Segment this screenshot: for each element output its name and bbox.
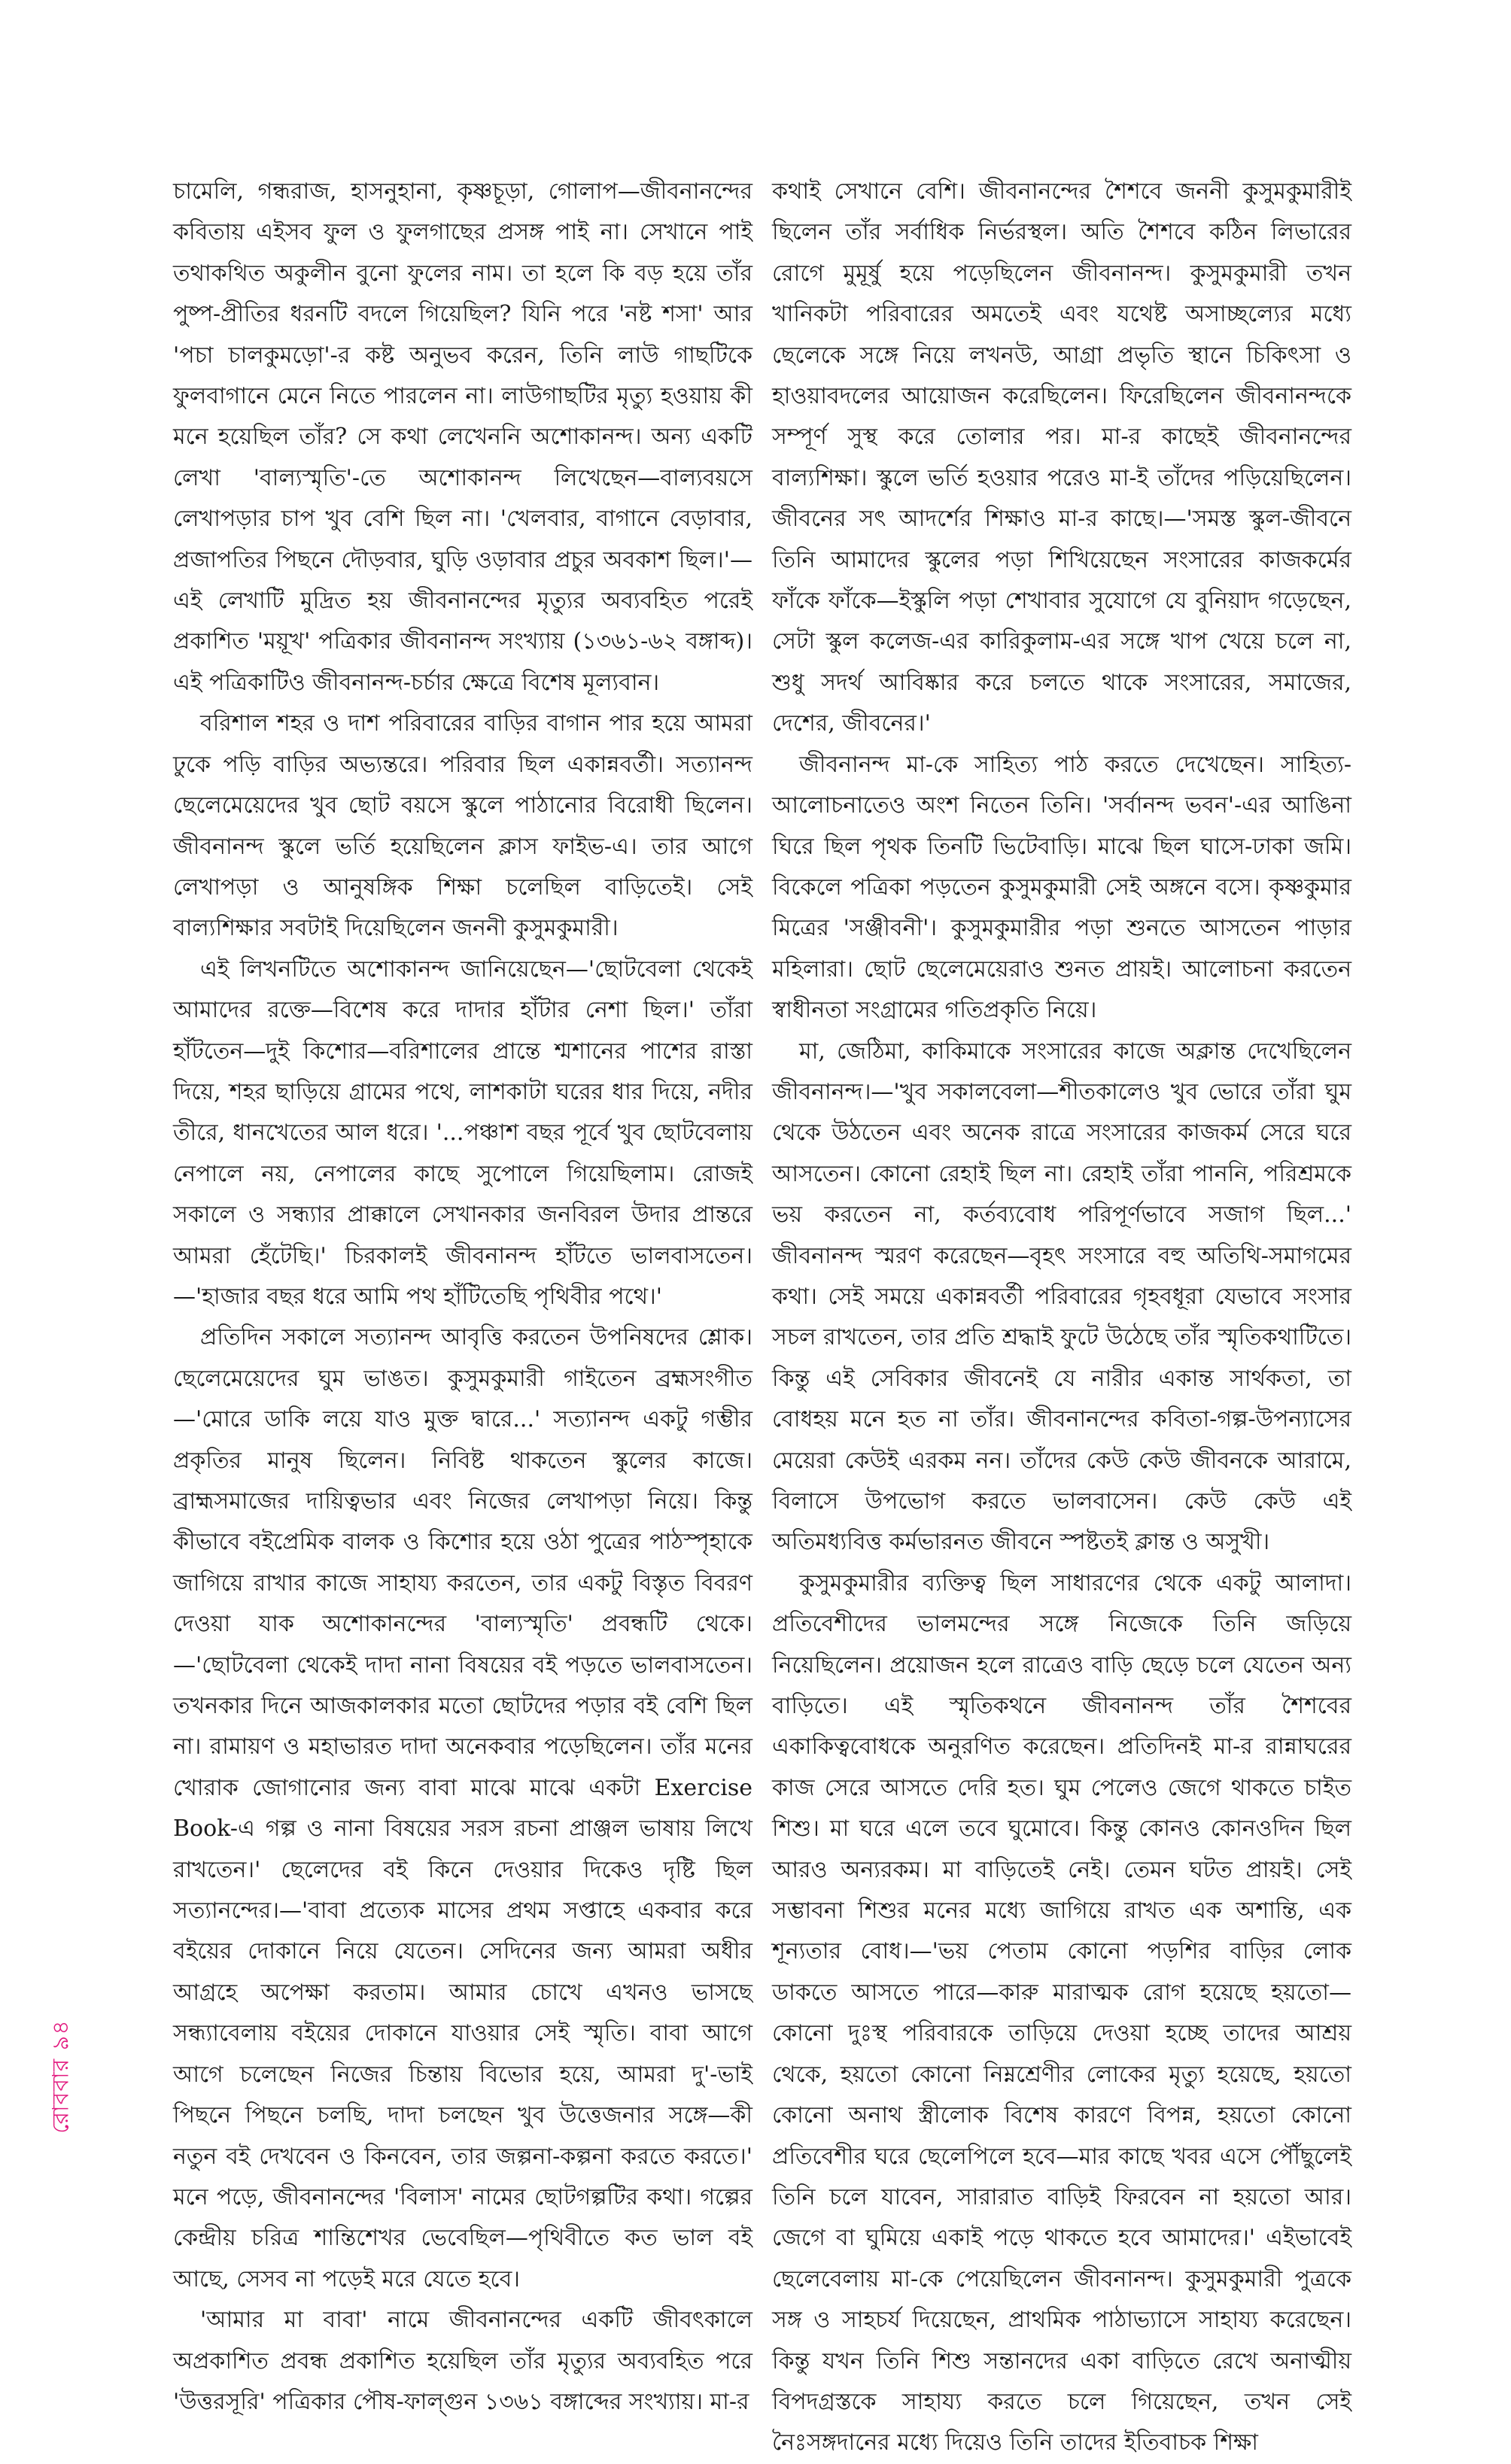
- left-paragraph-5: 'আমার মা বাবা' নামে জীবনানন্দের একটি জীবৎকালে অপ্রকাশিত প্রবন্ধ প্রকাশিত হয়েছিল তাঁর মৃত্যুর অব্যবহিত পরে 'উত্তরসূরি' পত্রিকার পৌষ-ফাল্গুন ১৩৬১ বঙ্গাব্দের সংখ্যায়। মা-র: [173, 2307, 752, 2415]
- right-paragraph-1: কথাই সেখানে বেশি। জীবনানন্দের শৈশবে জননী কুসুমকুমারীই ছিলেন তাঁর সর্বাধিক নির্ভরস্থল। অতি শৈশবে কঠিন লিভারের রোগে মুমূর্ষু হয়ে পড়েছিলেন জীবনানন্দ। কুসুমকুমারী তখন খানিকটা পরিবারের অমতেই এবং যথেষ্ট অসাচ্ছল্যের মধ্যে ছেলেকে সঙ্গে নিয়ে লখনউ, আগ্রা প্রভৃতি স্থানে চিকিৎসা ও হাওয়াবদলের আয়োজন করেছিলেন। ফিরেছিলেন জীবনানন্দকে সম্পূর্ণ সুস্থ করে তোলার পর। মা-র কাছেই জীবনানন্দের বাল্যশিক্ষা। স্কুলে ভর্তি হওয়ার পরেও মা-ই তাঁদের পড়িয়েছিলেন। জীবনের সৎ আদর্শের শিক্ষাও মা-র কাছে।—'সমস্ত স্কুল-জীবনে তিনি আমাদের স্কুলের পড়া শিখিয়েছেন সংসারের কাজকর্মের ফাঁকে ফাঁকে—ইস্কুলি পড়া শেখাবার সুযোগে যে বুনিয়াদ গড়েছেন, সেটা স্কুল কলেজ-এর কারিকুলাম-এর সঙ্গে খাপ খেয়ে চলে না, শুধু সদর্থ আবিষ্কার করে চলতে থাকে সংসারের, সমাজের, দেশের, জীবনের।': [772, 178, 1351, 737]
- right-paragraph-3: মা, জেঠিমা, কাকিমাকে সংসারের কাজে অক্লান্ত দেখেছিলেন জীবনানন্দ।—'খুব সকালবেলা—শীতকালেও খুব ভোরে তাঁরা ঘুম থেকে উঠতেন এবং অনেক রাত্রে সংসারের কাজকর্ম সেরে ঘরে আসতেন। কোনো রেহাই ছিল না। রেহাই তাঁরা পাননি, পরিশ্রমকে ভয় করতেন না, কর্তব্যবোধ পরিপূর্ণভাবে সজাগ ছিল...' জীবনানন্দ স্মরণ করেছেন—বৃহৎ সংসারে বহু অতিথি-সমাগমের কথা। সেই সময়ে একান্নবর্তী পরিবারের গৃহবধূরা যেভাবে সংসার সচল রাখতেন, তার প্রতি শ্রদ্ধাই ফুটে উঠেছে তাঁর স্মৃতিকথাটিতে। কিন্তু এই সেবিকার জীবনেই যে নারীর একান্ত সার্থকতা, তা বোধহয় মনে হত না তাঁর। জীবনানন্দের কবিতা-গল্প-উপন্যাসের মেয়েরা কেউই এরকম নন। তাঁদের কেউ কেউ জীবনকে আরামে, বিলাসে উপভোগ করতে ভালবাসেন। কেউ কেউ এই অতিমধ্যবিত্ত কর্মভারনত জীবনে স্পষ্টতই ক্লান্ত ও অসুখী।: [772, 1038, 1351, 1556]
- left-paragraph-3: এই লিখনটিতে অশোকানন্দ জানিয়েছেন—'ছোটবেলা থেকেই আমাদের রক্তে—বিশেষ করে দাদার হাঁটার নেশা ছিল।' তাঁরা হাঁটতেন—দুই কিশোর—বরিশালের প্রান্তে শ্মশানের পাশের রাস্তা দিয়ে, শহর ছাড়িয়ে গ্রামের পথে, লাশকাটা ঘরের ধার দিয়ে, নদীর তীরে, ধানখেতের আল ধরে। '...পঞ্চাশ বছর পূর্বে খুব ছোটবেলায় নেপালে নয়, নেপালের কাছে সুপোলে গিয়েছিলাম। রোজই সকালে ও সন্ধ্যার প্রাক্কালে সেখানকার জনবিরল উদার প্রান্তরে আমরা হেঁটেছি।' চিরকালই জীবনানন্দ হাঁটতে ভালবাসতেন।—'হাজার বছর ধরে আমি পথ হাঁটিতেছি পৃথিবীর পথে।': [173, 956, 752, 1310]
- right-paragraph-4: কুসুমকুমারীর ব্যক্তিত্ব ছিল সাধারণের থেকে একটু আলাদা। প্রতিবেশীদের ভালমন্দের সঙ্গে নিজেকে তিনি জড়িয়ে নিয়েছিলেন। প্রয়োজন হলে রাত্রেও বাড়ি ছেড়ে চলে যেতেন অন্য বাড়িতে। এই স্মৃতিকথনে জীবনানন্দ তাঁর শৈশবের একাকিত্ববোধকে অনুরণিত করেছেন। প্রতিদিনই মা-র রান্নাঘরের কাজ সেরে আসতে দেরি হত। ঘুম পেলেও জেগে থাকতে চাইত শিশু। মা ঘরে এলে তবে ঘুমোবে। কিন্তু কোনও কোনওদিন ছিল আরও অন্যরকম। মা বাড়িতেই নেই। তেমন ঘটত প্রায়ই। সেই সম্ভাবনা শিশুর মনের মধ্যে জাগিয়ে রাখত এক অশান্তি, এক শূন্যতার বোধ।—'ভয় পেতাম কোনো পড়শির বাড়ির লোক ডাকতে আসতে পারে—কারু মারাত্মক রোগ হয়েছে হয়তো—কোনো দুঃস্থ পরিবারকে তাড়িয়ে দেওয়া হচ্ছে তাদের আশ্রয় থেকে, হয়তো কোনো নিম্নশ্রেণীর লোকের মৃত্যু হয়েছে, হয়তো কোনো অনাথ স্ত্রীলোক বিশেষ কারণে বিপন্ন, হয়তো কোনো প্রতিবেশীর ঘরে ছেলেপিলে হবে—মার কাছে খবর এসে পৌঁছুলেই তিনি চলে যাবেন, সারারাত বাড়িই ফিরবেন না হয়তো আর। জেগে বা ঘুমিয়ে একাই পড়ে থাকতে হবে আমাদের।' এইভাবেই ছেলেবেলায় মা-কে পেয়েছিলেন জীবনানন্দ। কুসুমকুমারী পুত্রকে সঙ্গ ও সাহচর্য দিয়েছেন, প্রাথমিক পাঠাভ্যাসে সাহায্য করেছেন। কিন্তু যখন তিনি শিশু সন্তানদের একা বাড়িতে রেখে অনাত্মীয় বিপদগ্রস্তকে সাহায্য করতে চলে গিয়েছেন, তখন সেই নৈঃসঙ্গদানের মধ্যে দিয়েও তিনি তাদের ইতিবাচক শিক্ষা: [772, 1569, 1351, 2456]
- folio-text: রোববার ৯৪: [47, 2019, 74, 2134]
- right-paragraph-2: জীবনানন্দ মা-কে সাহিত্য পাঠ করতে দেখেছেন। সাহিত্য-আলোচনাতেও অংশ নিতেন তিনি। 'সর্বানন্দ ভবন'-এর আঙিনা ঘিরে ছিল পৃথক তিনটি ভিটেবাড়ি। মাঝে ছিল ঘাসে-ঢাকা জমি। বিকেলে পত্রিকা পড়তেন কুসুমকুমারী সেই অঙ্গনে বসে। কৃষ্ণকুমার মিত্রের 'সঞ্জীবনী'। কুসুমকুমারীর পড়া শুনতে আসতেন পাড়ার মহিলারা। ছোট ছেলেমেয়েরাও শুনত প্রায়ই। আলোচনা করতেন স্বাধীনতা সংগ্রামের গতিপ্রকৃতি নিয়ে।: [772, 751, 1351, 1024]
- left-paragraph-1: চামেলি, গন্ধরাজ, হাসনুহানা, কৃষ্ণচূড়া, গোলাপ—জীবনানন্দের কবিতায় এইসব ফুল ও ফুলগাছের প্রসঙ্গ পাই না। সেখানে পাই তথাকথিত অকুলীন বুনো ফুলের নাম। তা হলে কি বড় হয়ে তাঁর পুষ্প-প্রীতির ধরনটি বদলে গিয়েছিল? যিনি পরে 'নষ্ট শসা' আর 'পচা চালকুমড়ো'-র কষ্ট অনুভব করেন, তিনি লাউ গাছটিকে ফুলবাগানে মেনে নিতে পারলেন না। লাউগাছটির মৃত্যু হওয়ায় কী মনে হয়েছিল তাঁর? সে কথা লেখেননি অশোকানন্দ। অন্য একটি লেখা 'বাল্যস্মৃতি'-তে অশোকানন্দ লিখেছেন—বাল্যবয়সে লেখাপড়ার চাপ খুব বেশি ছিল না। 'খেলবার, বাগানে বেড়াবার, প্রজাপতির পিছনে দৌড়বার, ঘুড়ি ওড়াবার প্রচুর অবকাশ ছিল।'—এই লেখাটি মুদ্রিত হয় জীবনানন্দের মৃত্যুর অব্যবহিত পরেই প্রকাশিত 'ময়ূখ' পত্রিকার জীবনানন্দ সংখ্যায় (১৩৬১-৬২ বঙ্গাব্দ)। এই পত্রিকাটিও জীবনানন্দ-চর্চার ক্ষেত্রে বিশেষ মূল্যবান।: [173, 178, 752, 696]
- left-paragraph-2: বরিশাল শহর ও দাশ পরিবারের বাড়ির বাগান পার হয়ে আমরা ঢুকে পড়ি বাড়ির অভ্যন্তরে। পরিবার ছিল একান্নবর্তী। সত্যানন্দ ছেলেমেয়েদের খুব ছোট বয়সে স্কুলে পাঠানোর বিরোধী ছিলেন। জীবনানন্দ স্কুলে ভর্তি হয়েছিলেন ক্লাস ফাইভ-এ। তার আগে লেখাপড়া ও আনুষঙ্গিক শিক্ষা চলেছিল বাড়িতেই। সেই বাল্যশিক্ষার সবটাই দিয়েছিলেন জননী কুসুমকুমারী।: [173, 710, 752, 942]
- right-column: [772, 172, 1351, 2464]
- page-folio: [39, 1986, 84, 2167]
- left-column: [173, 172, 752, 2423]
- left-paragraph-4: প্রতিদিন সকালে সত্যানন্দ আবৃত্তি করতেন উপনিষদের শ্লোক। ছেলেমেয়েদের ঘুম ভাঙত। কুসুমকুমারী গাইতেন ব্রহ্মসংগীত—'মোরে ডাকি লয়ে যাও মুক্ত দ্বারে...' সত্যানন্দ একটু গম্ভীর প্রকৃতির মানুষ ছিলেন। নিবিষ্ট থাকতেন স্কুলের কাজে। ব্রাহ্মসমাজের দায়িত্বভার এবং নিজের লেখাপড়া নিয়ে। কিন্তু কীভাবে বইপ্রেমিক বালক ও কিশোর হয়ে ওঠা পুত্রের পাঠস্পৃহাকে জাগিয়ে রাখার কাজে সাহায্য করতেন, তার একটু বিস্তৃত বিবরণ দেওয়া যাক অশোকানন্দের 'বাল্যস্মৃতি' প্রবন্ধটি থেকে।—'ছোটবেলা থেকেই দাদা নানা বিষয়ের বই পড়তে ভালবাসতেন। তখনকার দিনে আজকালকার মতো ছোটদের পড়ার বই বেশি ছিল না। রামায়ণ ও মহাভারত দাদা অনেকবার পড়েছিলেন। তাঁর মনের খোরাক জোগানোর জন্য বাবা মাঝে মাঝে একটা Exercise Book-এ গল্প ও নানা বিষয়ের সরস রচনা প্রাঞ্জল ভাষায় লিখে রাখতেন।' ছেলেদের বই কিনে দেওয়ার দিকেও দৃষ্টি ছিল সত্যানন্দের।—'বাবা প্রত্যেক মাসের প্রথম সপ্তাহে একবার করে বইয়ের দোকানে নিয়ে যেতেন। সেদিনের জন্য আমরা অধীর আগ্রহে অপেক্ষা করতাম। আমার চোখে এখনও ভাসছে সন্ধ্যাবেলায় বইয়ের দোকানে যাওয়ার সেই স্মৃতি। বাবা আগে আগে চলেছেন নিজের চিন্তায় বিভোর হয়ে, আমরা দু'-ভাই পিছনে পিছনে চলছি, দাদা চলছেন খুব উত্তেজনার সঙ্গে—কী নতুন বই দেখবেন ও কিনবেন, তার জল্পনা-কল্পনা করতে করতে।' মনে পড়ে, জীবনানন্দের 'বিলাস' নামের ছোটগল্পটির কথা। গল্পের কেন্দ্রীয় চরিত্র শান্তিশেখর ভেবেছিল—পৃথিবীতে কত ভাল বই আছে, সেসব না পড়েই মরে যেতে হবে।: [173, 1324, 752, 2292]
